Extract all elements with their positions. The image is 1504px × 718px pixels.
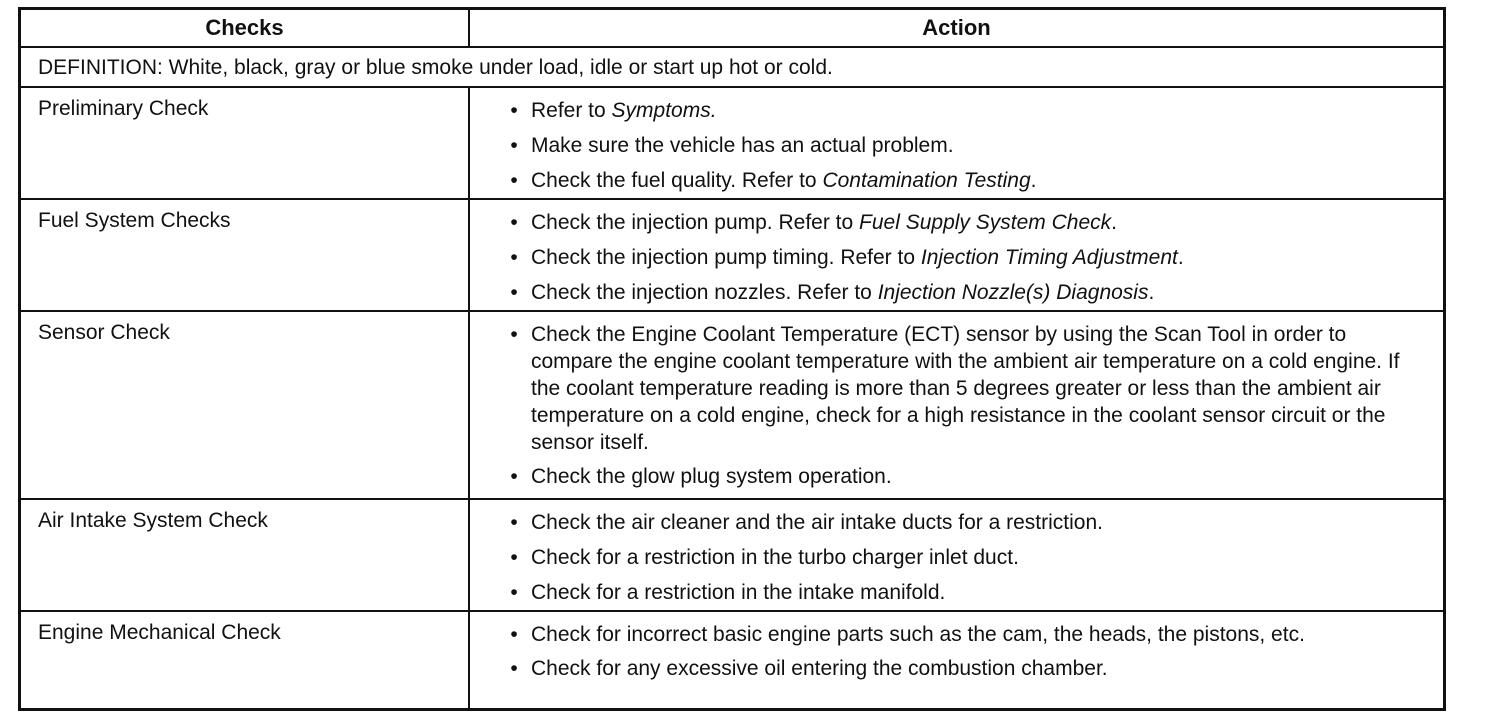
list-item [507, 244, 1429, 272]
action-cell [470, 88, 1443, 198]
header-action: Action [922, 15, 991, 40]
bullet-icon: • [510, 169, 518, 192]
action-suffix: . [1177, 246, 1184, 269]
check-cell [21, 88, 468, 198]
definition-row [21, 48, 1443, 88]
table-row [21, 88, 1443, 200]
bullet-icon: • [510, 546, 518, 569]
reference-link: Injection Timing Adjustment [920, 246, 1178, 269]
list-item [507, 621, 1333, 648]
action-text: Check for incorrect basic engine parts such as the cam, the heads, the pistons, etc. [531, 623, 1305, 646]
action-cell [470, 312, 1443, 498]
action-cell [470, 500, 1443, 610]
action-list [507, 321, 1429, 498]
list-item [507, 509, 1429, 537]
reference-link: Contamination Testing [822, 169, 1031, 192]
bullet-icon: • [510, 246, 518, 269]
action-list [507, 209, 1429, 314]
reference-link: Symptoms. [611, 99, 717, 122]
list-item [507, 544, 1429, 572]
list-item [507, 279, 1429, 307]
action-cell [470, 200, 1443, 310]
bullet-icon: • [510, 623, 518, 646]
action-text: Check for any excessive oil entering the combustion chamber. [531, 657, 1108, 680]
action-list [507, 97, 1429, 202]
action-text: Check the air cleaner and the air intake ducts for a restriction. [531, 511, 1103, 534]
action-suffix: . [1111, 211, 1117, 234]
bullet-icon: • [510, 323, 518, 346]
list-item [507, 321, 1429, 456]
check-label: Preliminary Check [38, 97, 209, 120]
action-list [507, 621, 1333, 690]
action-text: Check the injection pump. Refer to [531, 211, 860, 234]
table-row [21, 200, 1443, 312]
bullet-icon: • [510, 281, 518, 304]
list-item [507, 97, 1429, 125]
list-item [507, 655, 1333, 683]
list-item [507, 579, 1429, 607]
action-text: Check the Engine Coolant Temperature (ECT) sensor by using the Scan Tool in order to compare the engine coolant temperature with the ambient air temperature on a cold engine. If the coolant temperature reading is more than 5 degrees greater or less than the ambient air temperature on a cold engine, check for a high resistance in the coolant sensor circuit or the sensor itself. [531, 323, 1400, 454]
action-text: Check the injection nozzles. Refer to [531, 281, 878, 304]
table-row [21, 312, 1443, 500]
action-text: Make sure the vehicle has an actual problem. [531, 134, 954, 157]
action-suffix: . [1148, 281, 1155, 304]
table-row [21, 612, 1443, 708]
check-label: Air Intake System Check [38, 509, 268, 532]
action-text: Check the fuel quality. Refer to [531, 169, 823, 192]
action-text: Check for a restriction in the intake manifold. [531, 581, 946, 604]
list-item [507, 463, 1429, 491]
bullet-icon: • [510, 211, 518, 234]
list-item [507, 209, 1429, 237]
check-label: Engine Mechanical Check [38, 621, 281, 644]
action-cell [470, 612, 1443, 708]
reference-link: Injection Nozzle(s) Diagnosis [877, 281, 1149, 304]
action-text: Refer to [531, 99, 612, 122]
action-suffix: . [1030, 169, 1037, 192]
action-text: Check for a restriction in the turbo charger inlet duct. [531, 546, 1019, 569]
list-item [507, 167, 1429, 195]
reference-link: Fuel Supply System Check [859, 211, 1112, 234]
bullet-icon: • [510, 99, 518, 122]
action-list [507, 509, 1429, 614]
header-checks: Checks [205, 15, 284, 40]
bullet-icon: • [510, 511, 518, 534]
bullet-icon: • [510, 134, 518, 157]
table-row [21, 500, 1443, 612]
check-cell [21, 312, 468, 498]
list-item [507, 132, 1429, 160]
check-cell [21, 200, 468, 310]
bullet-icon: • [510, 581, 518, 604]
check-cell [21, 612, 468, 708]
action-text: Check the injection pump timing. Refer to [531, 246, 921, 269]
diagnosis-table [18, 7, 1446, 711]
definition-text: DEFINITION: White, black, gray or blue smoke under load, idle or start up hot or cold. [38, 56, 833, 79]
bullet-icon: • [510, 657, 518, 680]
action-text: Check the glow plug system operation. [531, 465, 892, 488]
bullet-icon: • [510, 465, 518, 488]
check-cell [21, 500, 468, 610]
table-header-row [21, 10, 1443, 48]
check-label: Fuel System Checks [38, 209, 231, 232]
check-label: Sensor Check [38, 321, 170, 344]
